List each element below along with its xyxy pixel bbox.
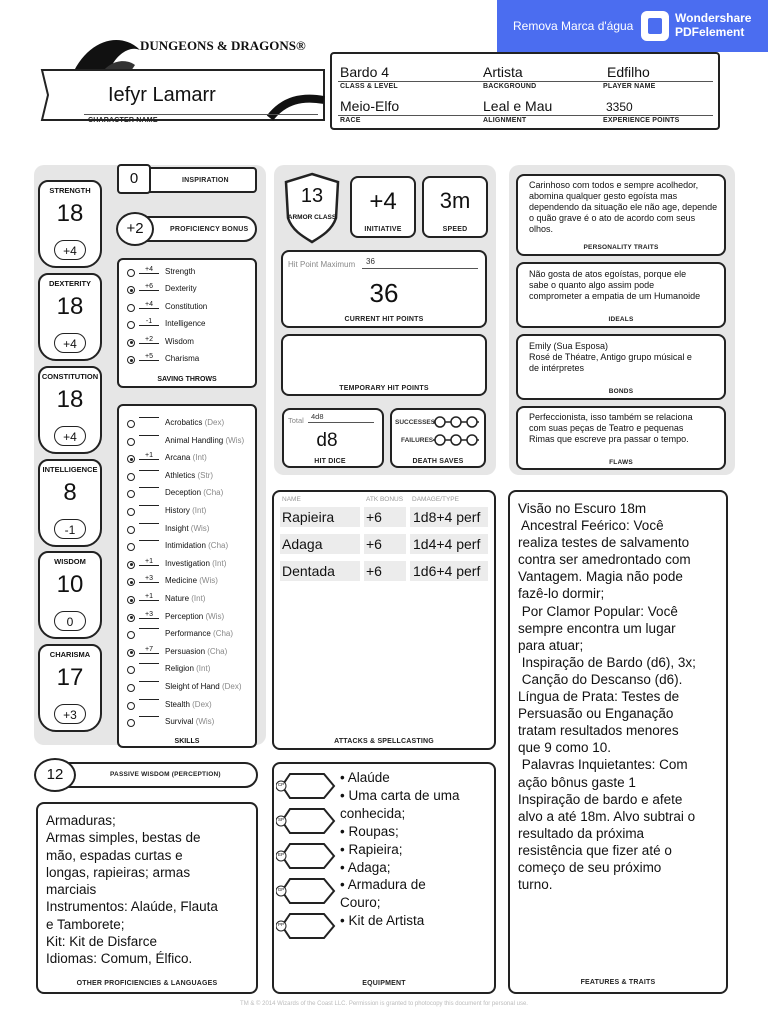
text-line: tratam resultados menores (518, 723, 679, 739)
attack-row[interactable] (280, 534, 488, 554)
skill-value (139, 435, 159, 436)
text-line: contra ser amedrontado com (518, 552, 691, 568)
saving-throw-value: +2 (139, 336, 159, 344)
coin-label: PP (277, 922, 284, 927)
skill-value (139, 505, 159, 506)
text-line: turno. (518, 877, 553, 893)
skill-name (165, 524, 209, 533)
class-level[interactable]: Bardo 4 (340, 64, 390, 80)
skill-value: +3 (139, 611, 159, 619)
watermark-brand: Wondershare PDFelement (675, 11, 752, 39)
skill-name (165, 700, 212, 709)
armor-class-shield-icon (282, 172, 342, 244)
skill-name (165, 576, 218, 585)
skill-row[interactable] (127, 435, 253, 451)
proficiency-dot[interactable] (127, 304, 135, 312)
dexterity-score[interactable]: 18 (56, 293, 84, 320)
skill-name (165, 453, 207, 462)
current-hp-value[interactable]: 36 (369, 278, 399, 308)
skill-value (139, 699, 159, 700)
proficiency-dot[interactable] (127, 719, 135, 727)
proficiency-dot[interactable] (127, 631, 135, 639)
experience-points[interactable]: 3350 (606, 100, 633, 114)
skill-label: Medicine (165, 576, 200, 586)
text-line: o quão grave é o ato de acordo com seus (529, 213, 696, 223)
skill-ability: (Wis) (199, 576, 218, 586)
text-line: e Tamborete; (46, 916, 125, 932)
skill-ability: (Str) (197, 470, 214, 480)
text-line: • Adaga; (340, 859, 391, 875)
skill-label: Nature (165, 594, 192, 603)
skill-row[interactable] (127, 663, 253, 679)
alignment[interactable]: Leal e Mau (483, 98, 553, 114)
text-line: marciais (46, 882, 97, 898)
proficiency-label: PROFICIENCY BONUS (170, 226, 249, 233)
flaws-text[interactable] (529, 412, 725, 445)
skill-ability: (Int) (192, 453, 207, 463)
remove-watermark-link[interactable]: Remova Marca d'água (513, 19, 634, 33)
proficiency-dot[interactable] (127, 526, 135, 534)
death-save-failures-circles[interactable] (433, 433, 479, 447)
skill-name (165, 436, 244, 445)
skill-value (139, 487, 159, 488)
intelligence-score[interactable]: 8 (63, 479, 77, 506)
saving-throw-name: Wisdom (165, 336, 194, 346)
ability-intelligence: INTELLIGENCE 8 -1 (38, 459, 102, 547)
attacks-col-bonus: ATK BONUS (366, 496, 404, 503)
skill-ability: (Cha) (207, 646, 228, 656)
attacks-label: ATTACKS & SPELLCASTING (334, 738, 434, 745)
coin-label: SP (277, 817, 284, 822)
skill-row[interactable] (127, 558, 253, 574)
proficiency-dot[interactable] (127, 269, 135, 277)
skill-row[interactable] (127, 452, 253, 468)
passive-wisdom-label: PASSIVE WISDOM (PERCEPTION) (110, 771, 221, 778)
text-line: Visão no Escuro 18m (518, 501, 647, 516)
text-line: • Alaúde (340, 770, 390, 785)
proficiency-dot[interactable] (127, 321, 135, 329)
skill-label: Persuasion (165, 646, 208, 656)
other-proficiencies-label: OTHER PROFICIENCIES & LANGUAGES (76, 980, 218, 987)
text-line: ação bônus gaste 1 (518, 774, 636, 790)
proficiency-dot[interactable] (127, 561, 135, 569)
skill-value (139, 417, 159, 418)
skill-label: Insight (165, 523, 191, 533)
saving-throw-value: +4 (139, 301, 159, 309)
text-line: com suas peças de Teatro e pequenas (529, 423, 684, 433)
text-line: que 9 como 10. (518, 740, 612, 756)
text-line: alvo a até 18m. Alvo subtrai o (518, 808, 696, 824)
skills-label: SKILLS (174, 738, 200, 745)
ability-strength: STRENGTH 18 +4 (38, 180, 102, 268)
features-label: FEATURES & TRAITS (580, 979, 656, 986)
skill-row[interactable] (127, 716, 253, 732)
text-line: longas, rapieiras; armas (46, 864, 191, 880)
coin-label: EP (277, 852, 284, 857)
speed-value[interactable]: 3m (439, 188, 471, 213)
text-line: • Kit de Artista (340, 913, 425, 929)
ideals-text[interactable] (529, 269, 725, 302)
text-line: resultado da próxima (518, 825, 645, 841)
text-line: Língua de Prata: Testes de (518, 689, 680, 705)
attack-name: Adaga (282, 536, 323, 552)
text-line: comprometer a empatia de um Humanoide (529, 291, 701, 301)
wisdom-score[interactable]: 10 (56, 571, 84, 598)
skill-label: Athletics (165, 470, 198, 480)
coin-field-cp[interactable] (276, 772, 336, 800)
bonds-text[interactable] (529, 341, 725, 374)
proficiency-value[interactable]: +2 (116, 212, 154, 246)
inspiration-label: INSPIRATION (182, 177, 229, 184)
skill-ability: (Dex) (221, 682, 242, 691)
class-level-label: CLASS & LEVEL (340, 83, 398, 90)
text-line: Vantagem. Magia não pode (518, 569, 683, 585)
text-line: Ancestral Feérico: Você (518, 518, 664, 534)
text-line: Perfeccionista, isso também se relaciona (529, 412, 693, 422)
skill-label: Perception (165, 611, 206, 621)
text-line: • Armadura de (340, 877, 426, 893)
ideals-label: IDEALS (608, 316, 634, 323)
skill-name (165, 471, 213, 480)
skill-value: +7 (139, 646, 159, 654)
skill-row[interactable] (127, 523, 253, 539)
skill-ability: (Int) (192, 506, 207, 515)
other-proficiencies-text[interactable] (46, 812, 256, 968)
text-line: Armas simples, bestas de (46, 830, 201, 846)
proficiency-dot[interactable] (127, 649, 135, 657)
saving-throw-name: Strength (165, 267, 196, 276)
text-line: • Rapieira; (340, 841, 403, 857)
constitution-score[interactable]: 18 (56, 386, 84, 413)
failures-label: FAILURES (401, 437, 434, 444)
skill-label: History (165, 506, 193, 515)
skill-label: Intimidation (165, 541, 209, 551)
saving-throws-label: SAVING THROWS (157, 376, 217, 383)
skill-ability: (Int) (191, 594, 206, 603)
passive-wisdom-value[interactable]: 12 (34, 758, 76, 792)
charisma-score[interactable]: 17 (56, 664, 84, 691)
hit-dice-total-value[interactable]: 4d8 (311, 412, 324, 421)
skill-value (139, 470, 159, 471)
skill-label: Performance (165, 629, 214, 639)
proficiency-dot[interactable] (127, 438, 135, 446)
proficiency-dot[interactable] (127, 490, 135, 498)
skill-name (165, 506, 206, 515)
skill-name (165, 664, 210, 673)
proficiency-dot[interactable] (127, 420, 135, 428)
text-line: • Roupas; (340, 823, 399, 839)
experience-points-label: EXPERIENCE POINTS (603, 117, 680, 124)
skill-value (139, 523, 159, 524)
current-hp-label: CURRENT HIT POINTS (344, 316, 424, 323)
skill-row[interactable] (127, 540, 253, 556)
background-label: BACKGROUND (483, 83, 537, 90)
text-line: Rosé de Théatre, Antigo grupo músical e (529, 352, 692, 362)
skill-ability: (Cha) (208, 541, 229, 551)
death-saves-label: DEATH SAVES (412, 458, 464, 465)
skill-value: +1 (139, 558, 159, 566)
attack-bonus: +6 (366, 509, 382, 525)
ability-dexterity: DEXTERITY 18 +4 (38, 273, 102, 361)
skill-name (165, 682, 242, 691)
attack-row[interactable] (280, 507, 488, 527)
player-name-label: PLAYER NAME (603, 83, 656, 90)
death-save-successes-circles[interactable] (433, 415, 479, 429)
attack-damage: 1d4+4 perf (413, 536, 481, 552)
pdfelement-logo-icon (641, 11, 669, 41)
text-line: abomina qualquer gesto egoísta mas (529, 191, 678, 201)
skill-label: Survival (165, 717, 196, 727)
text-line: dependendo da situação ele não age, depende (529, 202, 718, 212)
alignment-label: ALIGNMENT (483, 117, 527, 124)
text-line: sempre encontra um lugar (518, 620, 676, 636)
dnd-logo-text: DUNGEONS & DRAGONS® (140, 38, 306, 53)
coin-field-gp[interactable] (276, 877, 336, 905)
hp-max-value[interactable]: 36 (366, 257, 375, 266)
saving-throw-name: Dexterity (165, 284, 197, 294)
proficiency-dot[interactable] (127, 543, 135, 551)
text-line: Persuasão ou Enganação (518, 706, 674, 722)
skill-row[interactable] (127, 505, 253, 521)
saving-throw-name: Charisma (165, 354, 200, 363)
charisma-mod[interactable]: +3 (54, 704, 86, 724)
attack-name: Dentada (282, 563, 335, 579)
saving-throw-row[interactable] (127, 318, 253, 334)
text-line: conhecida; (340, 805, 406, 821)
skill-row[interactable] (127, 681, 253, 697)
skill-ability: (Int) (212, 558, 227, 568)
text-line: Couro; (340, 895, 381, 911)
strength-score[interactable]: 18 (56, 200, 84, 227)
text-line: mão, espadas curtas e (46, 847, 183, 863)
initiative-value[interactable]: +4 (369, 188, 397, 215)
skill-ability: (Dex) (192, 699, 212, 709)
text-line: Por Clamor Popular: Você (518, 603, 678, 619)
text-line: Armaduras; (46, 813, 116, 828)
skill-value: +3 (139, 575, 159, 583)
proficiency-dot[interactable] (127, 455, 135, 463)
skill-label: Arcana (165, 453, 193, 463)
skill-ability: (Dex) (204, 418, 225, 427)
skill-row[interactable] (127, 628, 253, 644)
text-line: de intérpretes (529, 363, 585, 373)
text-line: Palavras Inquietantes: Com (518, 757, 688, 773)
text-line: Inspiração de bardo e afete (518, 791, 683, 807)
equipment-label: EQUIPMENT (362, 980, 406, 987)
armor-class-label: ARMOR CLASS (287, 214, 337, 221)
skill-ability: (Wis) (195, 717, 215, 727)
skill-value (139, 540, 159, 541)
skill-value (139, 716, 159, 717)
skill-label: Sleight of Hand (165, 682, 222, 691)
saving-throw-row[interactable] (127, 353, 253, 369)
proficiency-dot[interactable] (127, 702, 135, 710)
successes-label: SUCCESSES (395, 419, 436, 426)
attack-bonus: +6 (366, 563, 382, 579)
watermark-banner[interactable] (497, 0, 768, 52)
skill-label: Investigation (165, 558, 213, 568)
skill-name (165, 559, 226, 568)
saving-throw-value: +6 (139, 283, 159, 291)
saving-throw-row[interactable] (127, 301, 253, 317)
skill-row[interactable] (127, 487, 253, 503)
coin-field-sp[interactable] (276, 807, 336, 835)
skill-value (139, 628, 159, 629)
features-text[interactable] (518, 500, 724, 893)
ability-constitution: CONSTITUTION 18 +4 (38, 366, 102, 454)
footer-copyright: TM & © 2014 Wizards of the Coast LLC. Permission is granted to photocopy this document for personal use. (240, 1001, 528, 1007)
skill-value (139, 681, 159, 682)
text-line: Idiomas: Comum, Élfico. (46, 951, 193, 967)
text-line: Rimas que escreve pra passar o tempo. (529, 434, 689, 444)
saving-throw-row[interactable] (127, 336, 253, 352)
speed-label: SPEED (442, 226, 468, 233)
hit-dice-total-label: Total (288, 416, 304, 425)
wisdom-mod[interactable]: 0 (54, 611, 86, 631)
skill-label: Acrobatics (165, 418, 205, 427)
player-name[interactable]: Edfilho (607, 64, 650, 80)
text-line: Kit: Kit de Disfarce (46, 934, 158, 950)
proficiency-dot[interactable] (127, 356, 135, 364)
skill-ability: (Int) (196, 664, 211, 674)
text-line: Emily (Sua Esposa) (529, 341, 609, 351)
skill-value: +1 (139, 593, 159, 601)
initiative-label: INITIATIVE (364, 226, 402, 233)
attack-row[interactable] (280, 561, 488, 581)
flaws-label: FLAWS (609, 459, 633, 466)
proficiency-dot[interactable] (127, 596, 135, 604)
text-line: Carinhoso com todos e sempre acolhedor, (529, 180, 699, 190)
skill-value (139, 663, 159, 664)
skill-name (165, 488, 223, 497)
ability-charisma: CHARISMA 17 +3 (38, 644, 102, 732)
text-line: resistência que fizer até o (518, 842, 672, 858)
character-name-label: CHARACTER NAME (88, 117, 158, 124)
coin-label: CP (277, 782, 285, 787)
inspiration-value[interactable]: 0 (117, 164, 151, 194)
attack-damage: 1d8+4 perf (413, 509, 481, 525)
saving-throw-value: +5 (139, 353, 159, 361)
attack-name: Rapieira (282, 509, 335, 525)
background[interactable]: Artista (483, 64, 523, 80)
proficiency-dot[interactable] (127, 666, 135, 674)
proficiency-dot[interactable] (127, 339, 135, 347)
attacks-box (272, 490, 496, 750)
skill-ability: (Cha) (203, 488, 224, 498)
skill-label: Animal Handling (165, 435, 226, 445)
skill-name (165, 418, 224, 427)
saving-throw-name: Constitution (165, 301, 208, 311)
personality-traits-text[interactable] (529, 180, 725, 235)
text-line: olhos. (529, 224, 554, 234)
proficiency-dot[interactable] (127, 286, 135, 294)
skill-row[interactable] (127, 611, 253, 627)
race-label: RACE (340, 117, 361, 124)
text-line: Inspiração de Bardo (d6), 3x; (518, 654, 696, 670)
text-line: sabe o quanto algo assim pode (529, 280, 655, 290)
equipment-text[interactable] (340, 769, 490, 930)
text-line: realiza testes de salvamento (518, 535, 690, 551)
constitution-mod[interactable]: +4 (54, 426, 86, 446)
saving-throw-row[interactable] (127, 266, 253, 282)
skill-row[interactable] (127, 417, 253, 433)
text-line: Instrumentos: Alaúde, Flauta (46, 899, 218, 915)
skill-label: Deception (165, 488, 204, 498)
attack-damage: 1d6+4 perf (413, 563, 481, 579)
skill-row[interactable] (127, 575, 253, 591)
text-line: fazê-lo dormir; (518, 586, 605, 602)
coin-field-ep[interactable] (276, 842, 336, 870)
saving-throw-value: -1 (139, 318, 159, 326)
proficiency-dot[interactable] (127, 578, 135, 586)
attack-bonus: +6 (366, 536, 382, 552)
proficiency-dot[interactable] (127, 508, 135, 516)
dexterity-mod[interactable]: +4 (54, 333, 86, 353)
skill-name (165, 629, 233, 638)
proficiency-dot[interactable] (127, 684, 135, 692)
skill-name (165, 594, 205, 603)
skill-row[interactable] (127, 699, 253, 715)
skill-name (165, 647, 227, 656)
proficiency-dot[interactable] (127, 473, 135, 481)
proficiency-dot[interactable] (127, 614, 135, 622)
text-line: Não gosta de atos egoístas, porque ele (529, 269, 687, 279)
attacks-col-name: NAME (282, 496, 301, 503)
attacks-col-damage: DAMAGE/TYPE (412, 496, 459, 503)
skill-row[interactable] (127, 646, 253, 662)
saving-throw-row[interactable] (127, 283, 253, 299)
armor-class-value[interactable]: 13 (300, 185, 324, 207)
skill-label: Stealth (165, 699, 193, 709)
text-line: • Uma carta de uma (340, 787, 460, 803)
skill-row[interactable] (127, 593, 253, 609)
saving-throw-name: Intelligence (165, 319, 206, 329)
race[interactable]: Meio-Elfo (340, 98, 400, 114)
skill-row[interactable] (127, 470, 253, 486)
skill-ability: (Cha) (213, 629, 234, 639)
skill-name (165, 612, 224, 621)
skill-name (165, 541, 228, 550)
saving-throw-value: +4 (139, 266, 159, 274)
skill-ability: (Wis) (190, 523, 210, 533)
hp-max-label: Hit Point Maximum (288, 260, 356, 269)
ability-wisdom: WISDOM 10 0 (38, 551, 102, 639)
intelligence-mod[interactable]: -1 (54, 519, 86, 539)
skill-value: +1 (139, 452, 159, 460)
text-line: Canção do Descanso (d6). (518, 671, 683, 687)
text-line: para atuar; (518, 637, 584, 653)
skill-ability: (Wis) (225, 435, 245, 445)
hit-dice-value[interactable]: d8 (316, 430, 338, 451)
coin-field-pp[interactable] (276, 912, 336, 940)
skill-ability: (Wis) (205, 611, 225, 621)
strength-mod[interactable]: +4 (54, 240, 86, 260)
hit-dice-label: HIT DICE (314, 458, 346, 465)
text-line: começo de seu próximo (518, 859, 662, 875)
skill-name (165, 717, 214, 726)
personality-traits-label: PERSONALITY TRAITS (583, 244, 659, 251)
skill-label: Religion (165, 664, 197, 674)
bonds-label: BONDS (608, 388, 634, 395)
temp-hp-label: TEMPORARY HIT POINTS (339, 385, 429, 392)
character-name[interactable]: Iefyr Lamarr (108, 84, 216, 106)
coin-label: GP (277, 887, 285, 892)
